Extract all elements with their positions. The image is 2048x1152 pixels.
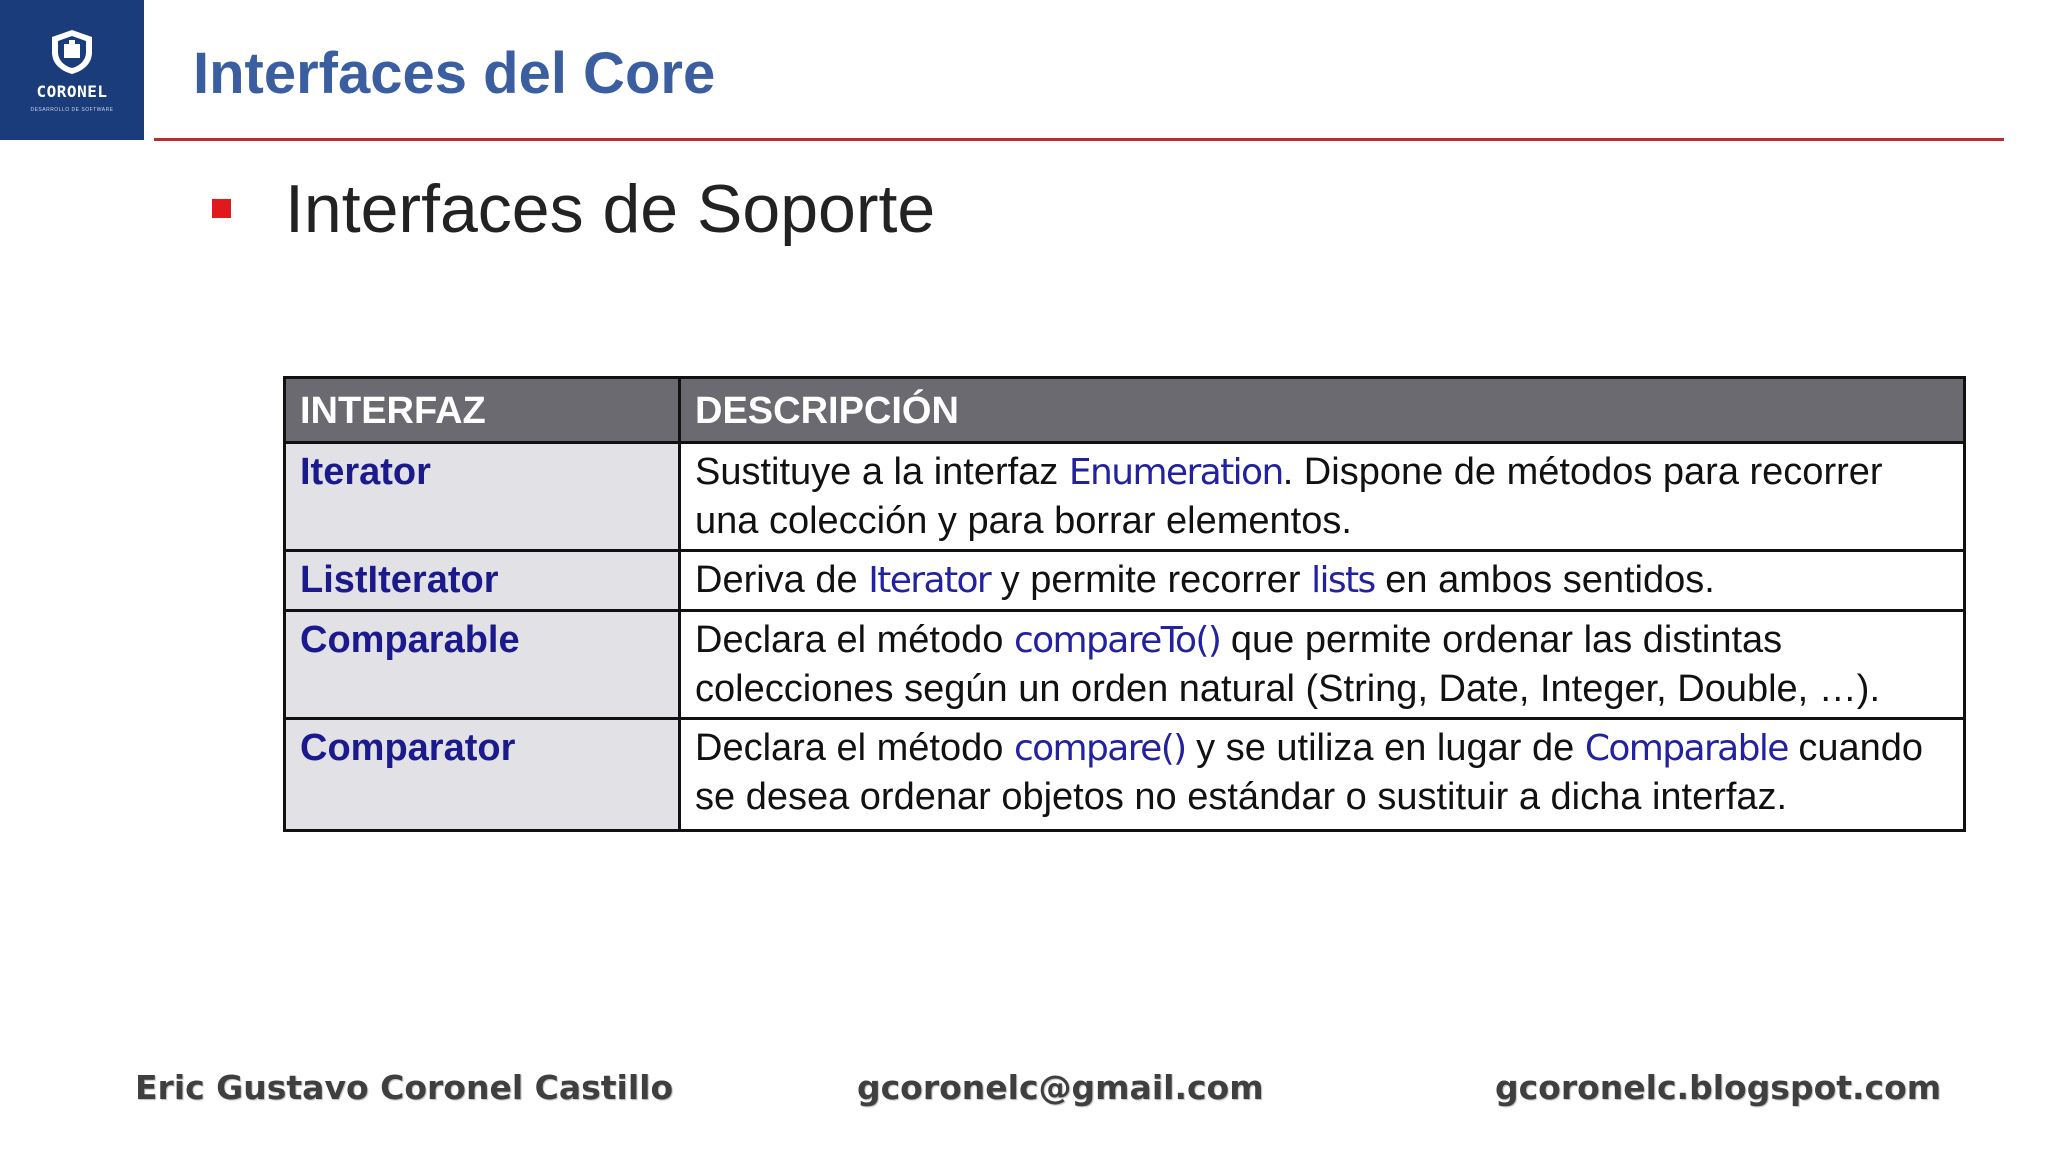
brand-logo [0, 0, 144, 140]
keyword-text: lists [1311, 560, 1375, 601]
description-text: . Dispone de métodos para recorrer una colección y para borrar elementos. [695, 451, 1883, 542]
table-row [285, 551, 1965, 611]
keyword-text: Iterator [868, 560, 991, 601]
table-header-row [285, 378, 1965, 443]
footer-author: Eric Gustavo Coronel Castillo [135, 1068, 674, 1107]
keyword-text: compare() [1013, 728, 1186, 769]
description-text: Declara el método [695, 727, 1014, 769]
interface-name: Comparator [285, 719, 680, 831]
description-text: Sustituye a la interfaz [695, 451, 1069, 493]
description-text: en ambos sentidos. [1374, 559, 1715, 601]
keyword-text: Enumeration [1068, 452, 1283, 493]
header-descripcion: DESCRIPCIÓN [680, 378, 1965, 443]
description-text: Deriva de [695, 559, 869, 601]
keyword-text: Comparable [1584, 728, 1788, 769]
page-title: Interfaces del Core [193, 41, 716, 106]
description-text: y permite recorrer [990, 559, 1312, 601]
logo-name: CORONEL [36, 82, 108, 101]
interface-description [680, 719, 1965, 831]
interface-name: Comparable [285, 611, 680, 719]
description-text: que permite ordenar las distintas colecciones según un orden natural (String, Date, Integer, Double, …). [695, 619, 1881, 710]
description-text: Declara el método [695, 619, 1014, 661]
description-text: cuando se desea ordenar objetos no estándar o sustituir a dicha interfaz. [695, 727, 1924, 818]
interface-description [680, 611, 1965, 719]
interface-name: ListIterator [285, 551, 680, 611]
bullet-square-icon [212, 199, 231, 218]
header-interfaz: INTERFAZ [285, 378, 680, 443]
shield-icon [49, 28, 95, 76]
description-text: y se utiliza en lugar de [1185, 727, 1585, 769]
interfaces-table [283, 376, 1966, 832]
footer-email: gcoronelc@gmail.com [857, 1068, 1264, 1107]
table-row [285, 719, 1965, 831]
title-divider [154, 138, 2004, 141]
logo-tagline: DESARROLLO DE SOFTWARE [30, 107, 114, 113]
section-subtitle: Interfaces de Soporte [285, 171, 936, 247]
keyword-text: compareTo() [1013, 620, 1221, 661]
footer-blog: gcoronelc.blogspot.com [1495, 1068, 1942, 1107]
interface-description [680, 551, 1965, 611]
interface-description [680, 443, 1965, 551]
table-row [285, 443, 1965, 551]
table-row [285, 611, 1965, 719]
interface-name: Iterator [285, 443, 680, 551]
